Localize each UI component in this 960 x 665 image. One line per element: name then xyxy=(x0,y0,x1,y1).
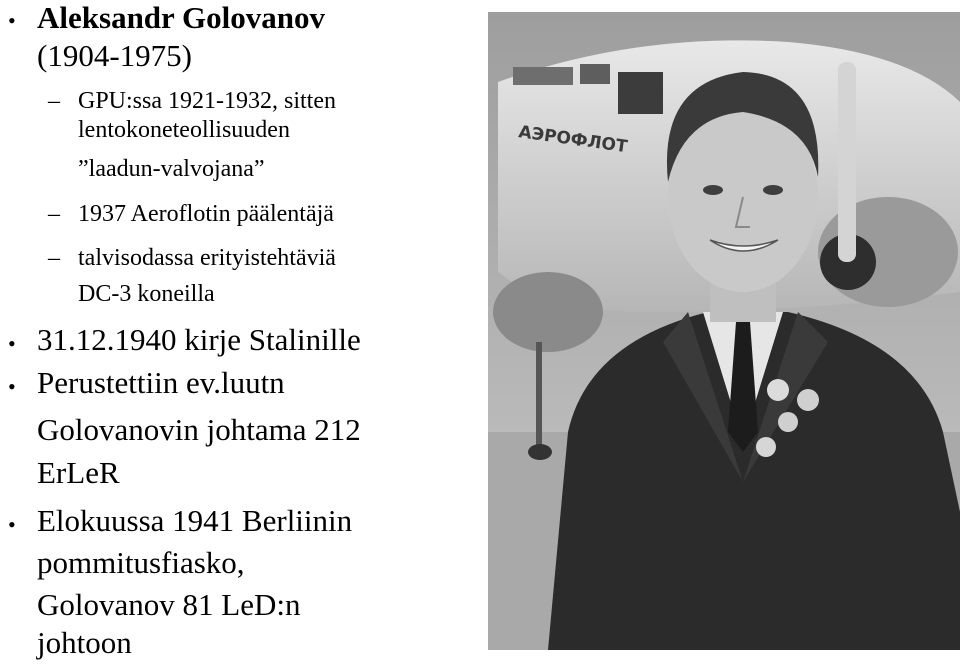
eye xyxy=(703,185,723,195)
bullet-line: ErLeR xyxy=(37,455,120,490)
sub-item-line: lentokoneteollisuuden xyxy=(78,117,290,143)
bullet-marker: • xyxy=(8,374,16,399)
bullet-line: pommitusfiasko, xyxy=(37,545,245,580)
bullet-marker: • xyxy=(8,512,16,537)
sub-item-line: ”laadun-valvojana” xyxy=(78,156,265,182)
bullet-line: Elokuussa 1941 Berliinin xyxy=(37,503,353,538)
sub-item-line: 1937 Aeroflotin päälentäjä xyxy=(78,201,334,227)
propeller-blade xyxy=(838,62,856,262)
medal-icon xyxy=(756,437,776,457)
landing-wheel xyxy=(528,444,552,460)
bullet-line: Perustettiin ev.luutn xyxy=(37,365,285,400)
cockpit-window xyxy=(618,72,663,114)
bullet-marker: • xyxy=(8,8,16,33)
bullet-line: Golovanov 81 LeD:n xyxy=(37,587,301,622)
sub-item-line: DC-3 koneilla xyxy=(78,281,215,307)
engine-nacelle xyxy=(493,272,603,352)
portrait-illustration xyxy=(488,12,960,650)
aircraft-lettering: АЭРОФЛОТ xyxy=(517,122,629,158)
dash-marker: – xyxy=(48,88,60,114)
medal-icon xyxy=(797,389,819,411)
medal-icon xyxy=(778,412,798,432)
title-name: Aleksandr Golovanov xyxy=(37,0,325,35)
bullet-line: johtoon xyxy=(37,625,132,660)
bullet-line: 31.12.1940 kirje Stalinille xyxy=(37,322,361,357)
eye xyxy=(763,185,783,195)
dash-marker: – xyxy=(48,245,60,271)
portrait-photo xyxy=(488,12,960,650)
medal-icon xyxy=(767,379,789,401)
cockpit-window xyxy=(513,67,573,85)
cockpit-window xyxy=(580,64,610,84)
bullet-marker: • xyxy=(8,331,16,356)
landing-gear xyxy=(536,342,542,452)
sub-item-line: GPU:ssa 1921-1932, sitten xyxy=(78,88,336,114)
sub-item-line: talvisodassa erityistehtäviä xyxy=(78,245,336,271)
title-years: (1904-1975) xyxy=(37,38,192,73)
bullet-line: Golovanovin johtama 212 xyxy=(37,412,361,447)
dash-marker: – xyxy=(48,201,60,227)
